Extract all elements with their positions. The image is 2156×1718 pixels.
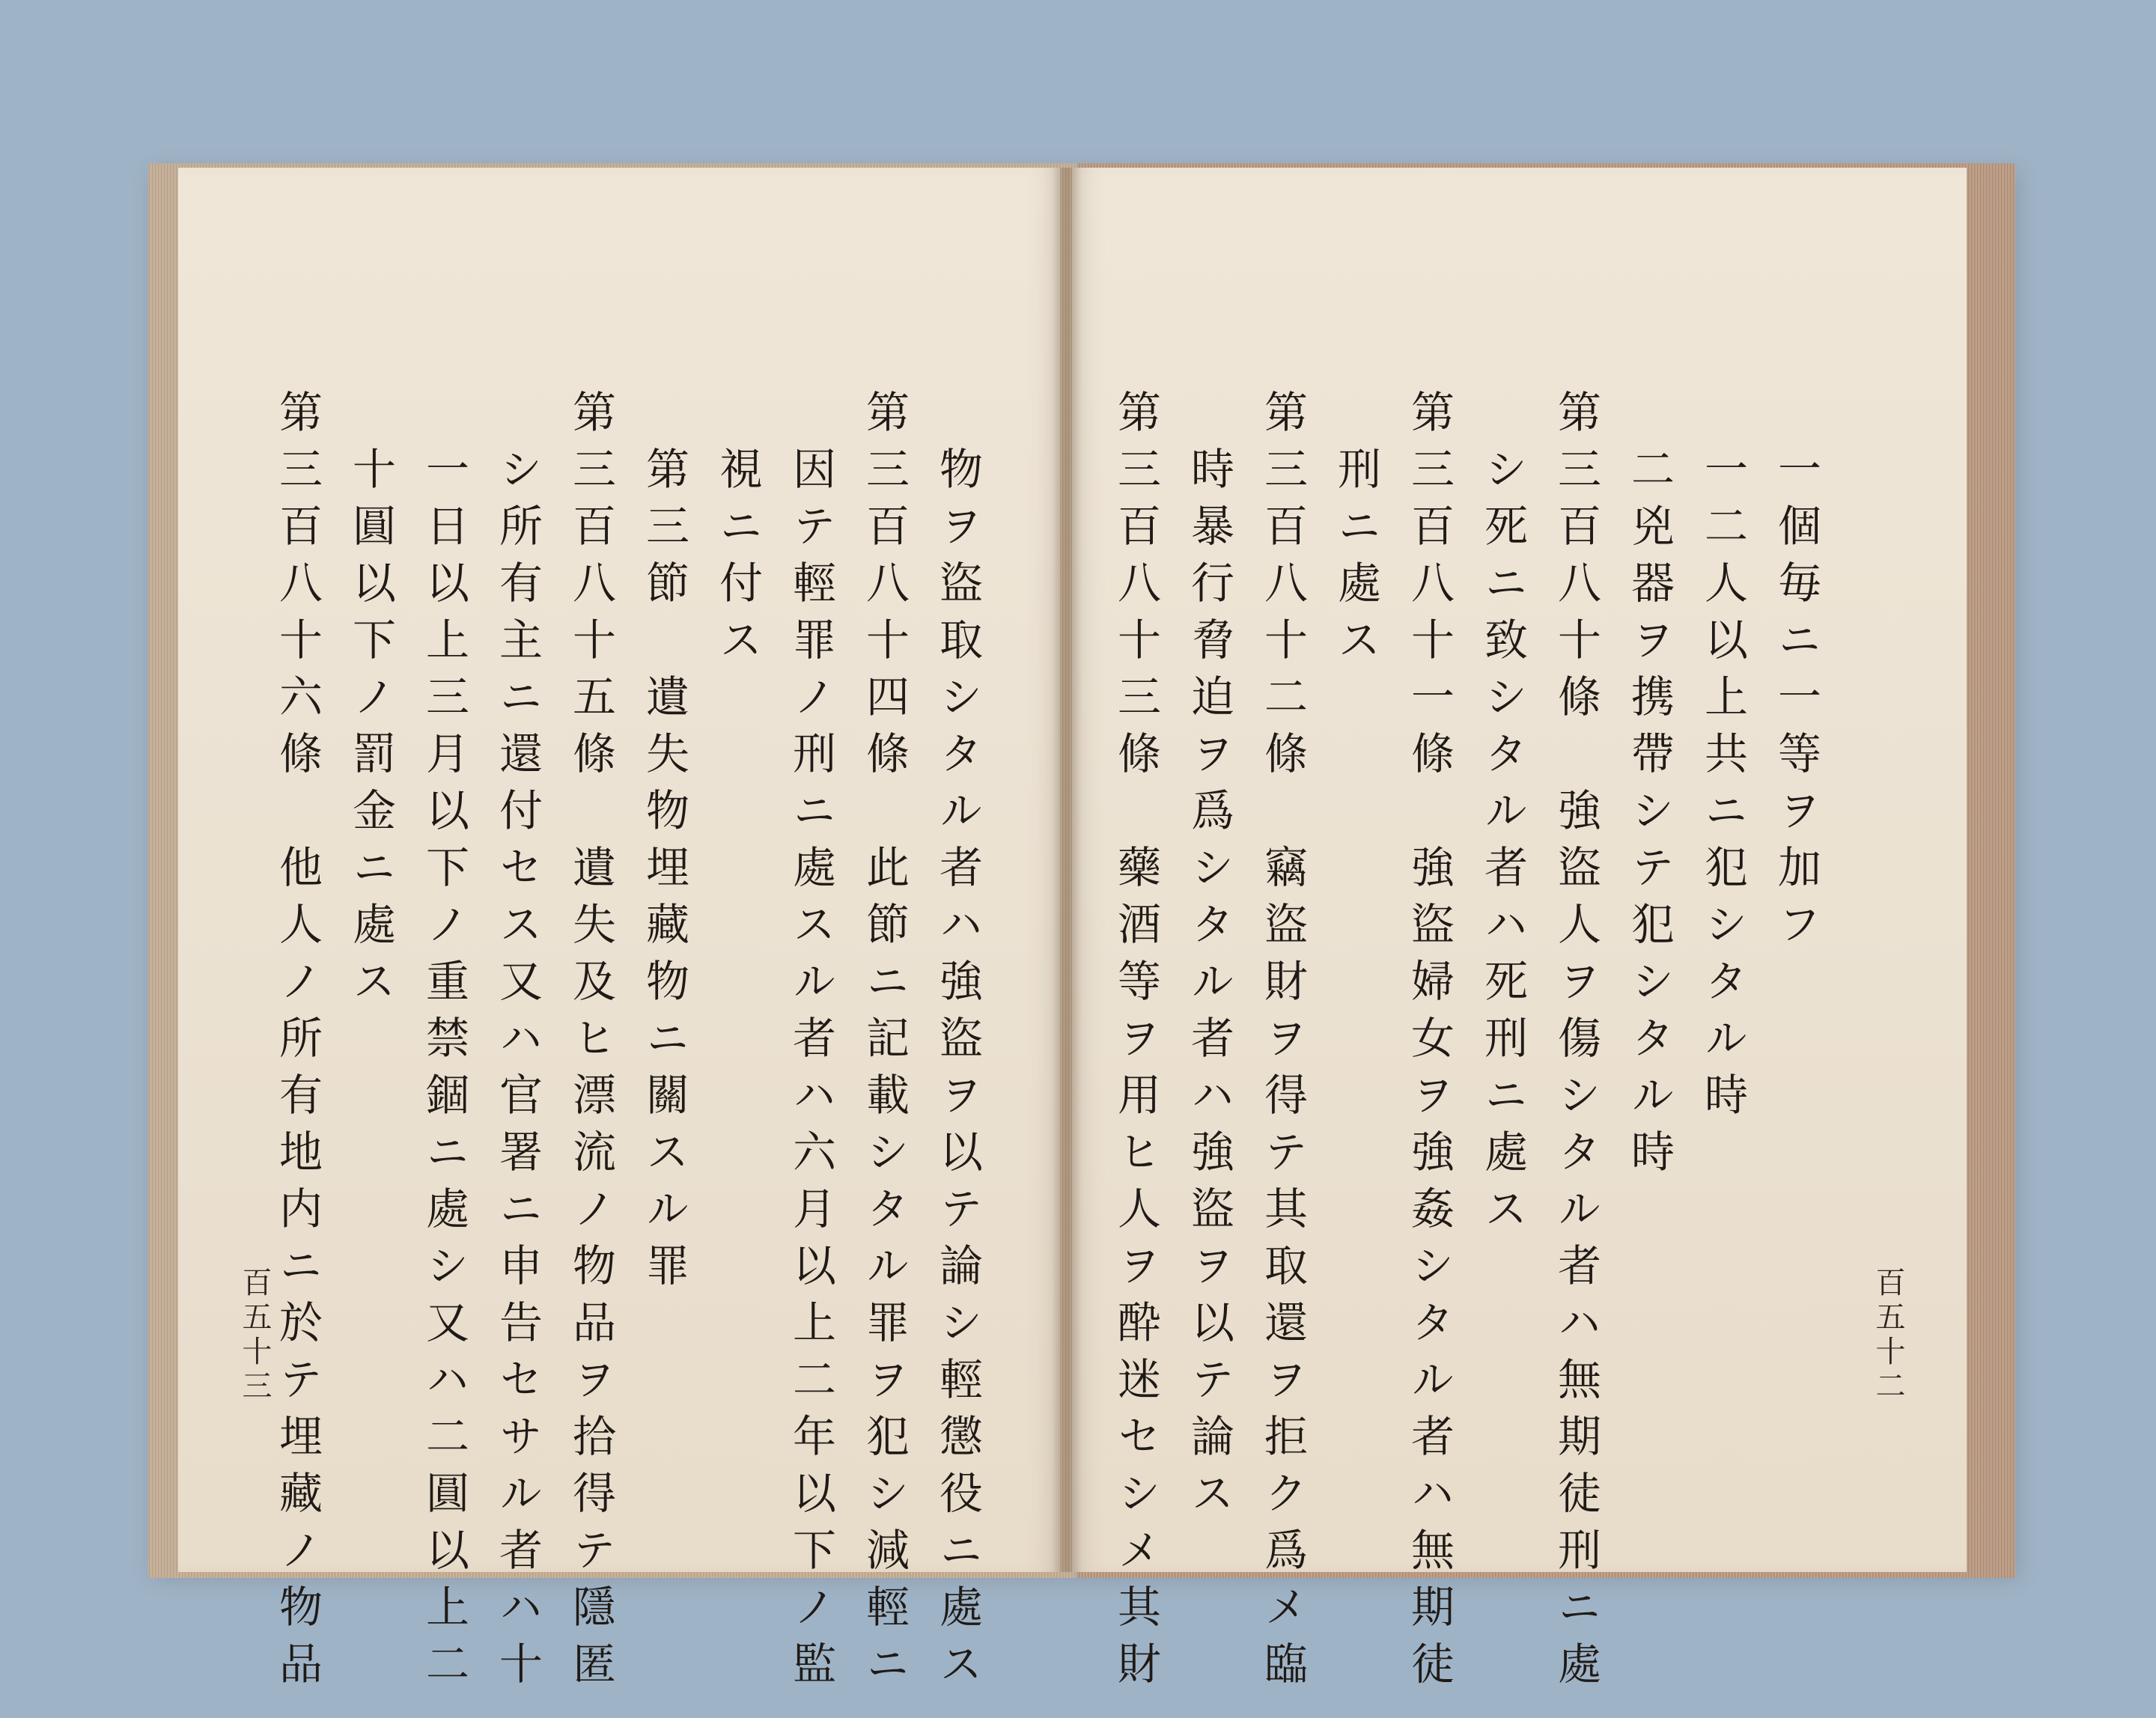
left-col-6: 第三百八十五條 遺失及ヒ漂流ノ物品ヲ拾得テ隱匿	[565, 389, 616, 1698]
right-col-10: 第三百八十三條 藥酒等ヲ用ヒ人ヲ酔迷セシメ其財	[1110, 389, 1161, 1698]
left-col-3: 因テ輕罪ノ刑ニ處スル者ハ六月以上二年以下ノ監	[785, 446, 836, 1698]
right-col-9: 時暴行脅迫ヲ爲シタル者ハ強盜ヲ以テ論ス	[1184, 446, 1234, 1527]
right-col-3: 二兇器ヲ携帶シテ犯シタル時	[1624, 446, 1675, 1186]
left-col-5: 第三節 遺失物埋藏物ニ關スル罪	[639, 446, 689, 1300]
right-col-1: 一個毎ニ一等ヲ加フ	[1770, 446, 1821, 958]
left-col-7: シ所有主ニ還付セス又ハ官署ニ申告セサル者ハ十	[492, 446, 543, 1698]
left-col-9: 十圓以下ノ罰金ニ處ス	[345, 446, 396, 1015]
right-col-2: 一二人以上共ニ犯シタル時	[1697, 446, 1748, 1129]
left-col-8: 一日以上三月以下ノ重禁錮ニ處シ又ハ二圓以上二	[418, 446, 469, 1698]
right-col-4: 第三百八十條 強盜人ヲ傷シタル者ハ無期徒刑ニ處	[1550, 389, 1601, 1698]
left-page-number: 百五十三	[237, 1267, 272, 1404]
book-gutter	[1052, 168, 1082, 1572]
right-col-6: 第三百八十一條 強盜婦女ヲ強姦シタル者ハ無期徒	[1404, 389, 1455, 1698]
left-col-2: 第三百八十四條 此節ニ記載シタル罪ヲ犯シ減輕ニ	[859, 389, 910, 1698]
left-col-10: 第三百八十六條 他人ノ所有地内ニ於テ埋藏ノ物品	[272, 389, 323, 1698]
right-col-7: 刑ニ處ス	[1330, 446, 1381, 674]
left-col-1: 物ヲ盜取シタル者ハ強盜ヲ以テ論シ輕懲役ニ處ス	[932, 446, 983, 1698]
right-col-8: 第三百八十二條 竊盜財ヲ得テ其取還ヲ拒ク爲メ臨	[1257, 389, 1308, 1698]
left-col-4: 視ニ付ス	[712, 446, 763, 674]
right-page-number: 百五十二	[1871, 1267, 1905, 1404]
right-col-5: シ死ニ致シタル者ハ死刑ニ處ス	[1477, 446, 1528, 1243]
